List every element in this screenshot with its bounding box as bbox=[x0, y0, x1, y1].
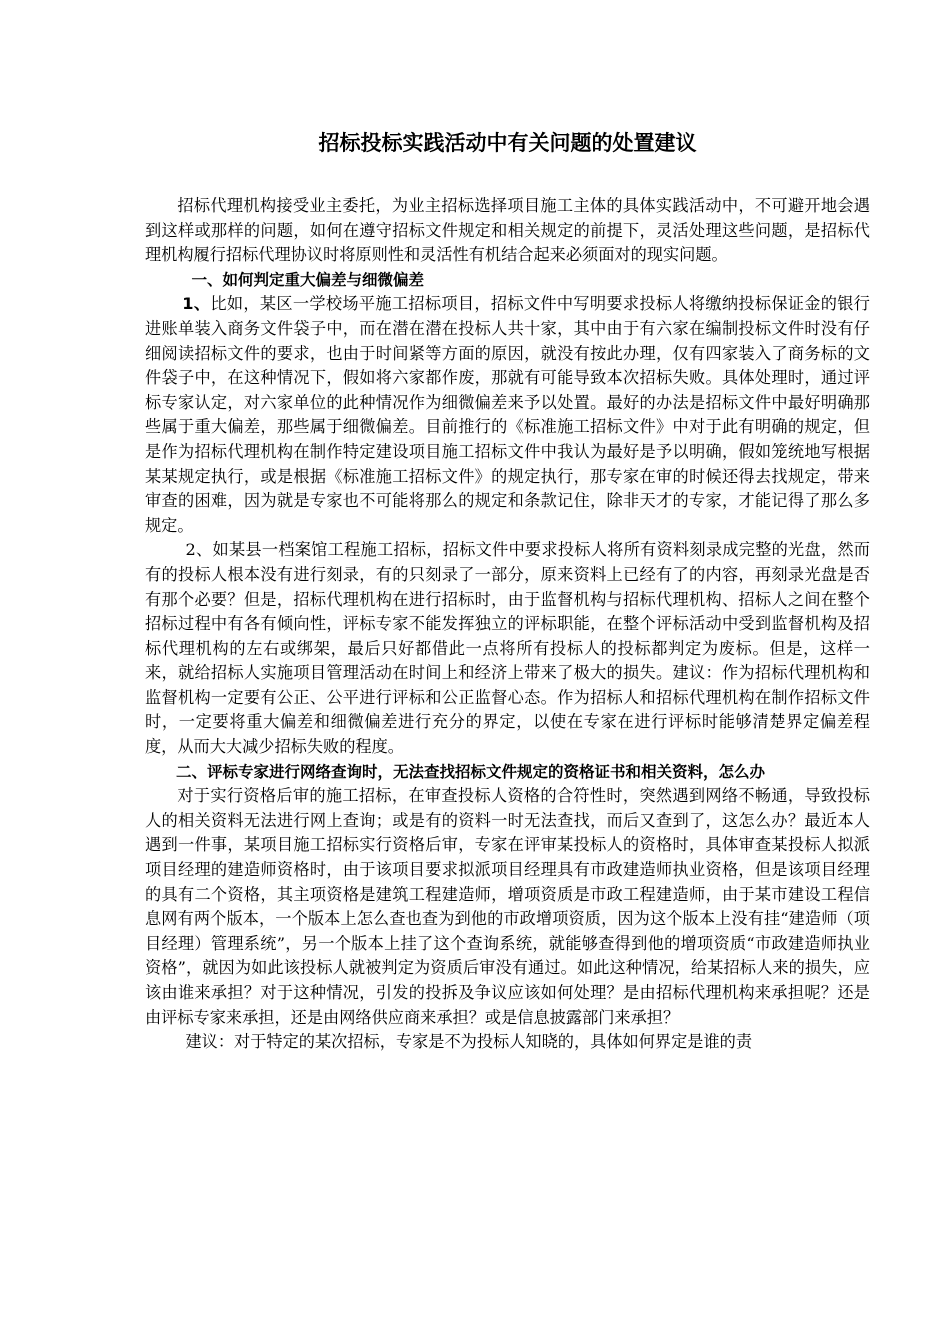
section1-item-2: 2、如某县一档案馆工程施工招标，招标文件中要求投标人将所有资料刻录成完整的光盘，然而有的投标人根本没有进行刻录，有的只刻录了一部分，原来资料上已经有了的内容，再刻录光盘是否有那个必要？但是，招标代理机构在进行招标时，由于监督机构与招标代理机构、招标人之间在整个招标过程中有各有倾向性，评标专家不能发挥独立的评标职能，在整个评标活动中受到监督机构及招标代理机构的左右或绑架，最后只好都借此一点将所有投标人的投标都判定为废标。但是，这样一来，就给招标人实施项目管理活动在时间上和经济上带来了极大的损失。建议：作为招标代理机构和监督机构一定要有公正、公平进行评标和公正监督心态。作为招标人和招标代理机构在制作招标文件时，一定要将重大偏差和细微偏差进行充分的界定，以使在专家在进行评标时能够清楚界定偏差程度，从而大大减少招标失败的程度。 bbox=[145, 540, 870, 757]
item-number: 1、 bbox=[182, 294, 211, 314]
section-heading-1: 一、如何判定重大偏差与细微偏差 bbox=[191, 270, 425, 289]
item-text: 比如，某区一学校场平施工招标项目，招标文件中写明要求投标人将缴纳投标保证金的银行进账单装入商务文件袋子中，而在潜在潜在投标人共十家，其中由于有六家在编制投标文件时没有仔细阅读招标文件的要求，也由于时间紧等方面的原因，就没有按此办理，仅有四家装入了商务标的文件袋子中，在这种情况下，假如将六家都作废，那就有可能导致本次招标失败。具体处理时，通过评标专家认定，对六家单位的此种情况作为细微偏差来予以处置。最好的办法是招标文件中最好明确那些属于重大偏差，那些属于细微偏差。目前推行的《标准施工招标文件》中对于此有明确的规定，但是作为招标代理机构在制作特定建设项目施工招标文件中我认为最好是予以明确，假如笼统地写根据某某规定执行，或是根据《标准施工招标文件》的规定执行，那专家在审的时候还得去找规定，带来审查的困难，因为就是专家也不可能将那么的规定和条款记住，除非天才的专家，才能记得了那么多规定。 bbox=[145, 294, 870, 535]
section2-paragraph-2: 建议：对于特定的某次招标，专家是不为投标人知晓的，具体如何界定是谁的责 bbox=[185, 1032, 753, 1052]
document-page bbox=[145, 128, 870, 1055]
document-title: 招标投标实践活动中有关问题的处置建议 bbox=[318, 131, 697, 155]
section2-paragraph-1: 对于实行资格后审的施工招标，在审查投标人资格的合符性时，突然遇到网络不畅通，导致投标人的相关资料无法进行网上查询；或是有的资料一时无法查找，而后又查到了，这怎么办？最近本人遇到一件事，某项目施工招标实行资格后审，专家在评审某投标人的资格时，具体审查某投标人拟派项目经理的建造师资格时，由于该项目要求拟派项目经理具有市政建造师执业资格，但是该项目经理的具有二个资格，其主项资格是建筑工程建造师，增项资质是市政工程建造师，由于某市建设工程信息网有两个版本，一个版本上怎么查也查为到他的市政增项资质，因为这个版本上没有挂“建造师（项目经理）管理系统”，另一个版本上挂了这个查询系统，就能够查得到他的增项资质“市政建造师执业资格”，就因为如此该投标人就被判定为资质后审没有通过。如此这种情况，给某招标人来的损失，应该由谁来承担？对于这种情况，引发的投拆及争议应该如何处理？是由招标代理机构来承担呢？还是由评标专家来承担，还是由网络供应商来承担？或是信息披露部门来承担？ bbox=[145, 786, 870, 1027]
section-heading-2: 二、评标专家进行网络查询时，无法查找招标文件规定的资格证书和相关资料，怎么办 bbox=[176, 762, 766, 781]
intro-paragraph: 招标代理机构接受业主委托，为业主招标选择项目施工主体的具体实践活动中，不可避开地会遇到这样或那样的问题，如何在遵守招标文件规定和相关规定的前提下，灵活处理这些问题，是招标代理机构履行招标代理协议时将原则性和灵活性有机结合起来必须面对的现实问题。 bbox=[145, 196, 870, 265]
section1-item-1 bbox=[145, 292, 870, 538]
